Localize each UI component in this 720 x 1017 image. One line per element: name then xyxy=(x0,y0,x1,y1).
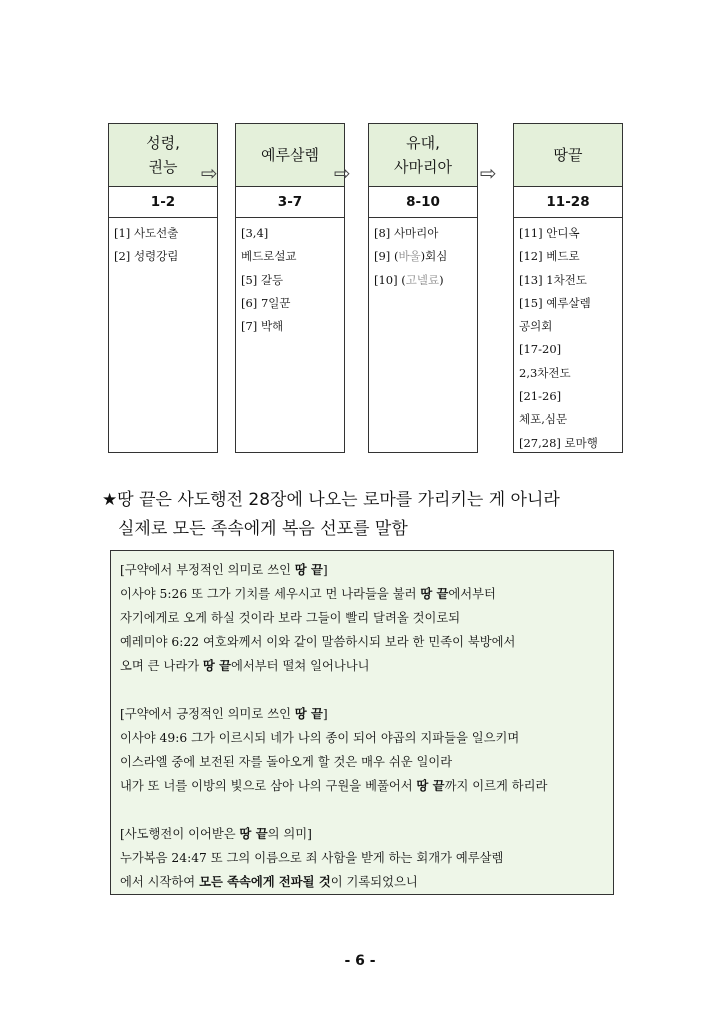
chapter-item: [8] 사마리아 xyxy=(374,226,439,240)
chapter-item: [27,28] 로마행 xyxy=(519,435,598,450)
chapter-item: 공의회 xyxy=(519,319,553,334)
emphasis-text: 모든 족속에게 전파될 것 xyxy=(199,874,331,889)
emphasis-text: 땅 끝 xyxy=(420,586,449,601)
chapter-item: [6] 7일꾼 xyxy=(241,295,291,310)
chapter-item: [13] 1차전도 xyxy=(519,272,587,287)
chapter-item-person: 바울 xyxy=(398,249,421,264)
stage-title: 유대, xyxy=(406,134,440,152)
chapter-list xyxy=(514,218,622,455)
chapter-item xyxy=(374,245,477,268)
summary-note xyxy=(102,486,560,544)
scripture-line xyxy=(120,870,605,894)
text-run: 까지 이르게 하리라 xyxy=(444,779,548,793)
chapter-item-suffix: ) xyxy=(439,272,444,287)
chapter-list xyxy=(236,218,344,338)
text-run: 내가 또 너를 이방의 빛으로 삼아 나의 구원을 베풀어서 xyxy=(120,779,417,793)
chapter-item: [17-20] xyxy=(519,342,562,357)
chapter-range: 11-28 xyxy=(514,187,622,218)
text-run: [구약에서 긍정적인 의미로 쓰인 xyxy=(120,707,295,721)
stage-column xyxy=(235,123,345,453)
emphasis-text: 땅 끝 xyxy=(294,562,323,577)
chapter-range: 3-7 xyxy=(236,187,344,218)
right-arrow-icon: ⇨ xyxy=(480,161,497,185)
scripture-line xyxy=(120,606,605,630)
text-run: 오며 큰 나라가 xyxy=(120,659,203,673)
text-run: 이사야 5:26 또 그가 기치를 세우시고 먼 나라들을 불러 xyxy=(120,587,421,601)
summary-note-line-1: ★땅 끝은 사도행전 28장에 나오는 로마를 가리키는 게 아니라 xyxy=(102,490,560,510)
section-spacer xyxy=(120,798,605,822)
stage-header xyxy=(514,124,622,187)
text-run: ] xyxy=(322,707,328,721)
page-number: - 6 - xyxy=(344,953,376,969)
chapter-item: [5] 갈등 xyxy=(241,272,284,287)
stage-column xyxy=(513,123,623,453)
chapter-item-prefix: [9] ( xyxy=(374,249,399,264)
chapter-list xyxy=(369,218,477,292)
chapter-range: 8-10 xyxy=(369,187,477,218)
chapter-item: [1] 사도선출 xyxy=(114,226,179,240)
section-heading xyxy=(120,558,605,582)
chapter-item: [3,4] xyxy=(241,226,269,240)
text-run: 이스라엘 중에 보전된 자를 돌아오게 할 것은 매우 쉬운 일이라 xyxy=(120,755,453,769)
text-run: 에서부터 xyxy=(448,587,496,601)
text-run: 에서 시작하여 xyxy=(120,875,200,889)
section-heading xyxy=(120,822,605,846)
right-arrow-icon: ⇨ xyxy=(334,161,351,185)
chapter-item: [11] 안디옥 xyxy=(519,226,580,240)
text-run: 의 의미] xyxy=(267,827,312,841)
text-run: 에서부터 떨쳐 일어나나니 xyxy=(231,659,370,673)
text-run: [구약에서 부정적인 의미로 쓰인 xyxy=(120,563,295,577)
chapter-item: [12] 베드로 xyxy=(519,249,580,264)
summary-note-line-2: 실제로 모든 족속에게 복음 선포를 말함 xyxy=(118,519,408,539)
scripture-line xyxy=(120,582,605,606)
chapter-item: 체포,심문 xyxy=(519,412,568,427)
stage-title: 예루살렘 xyxy=(261,146,319,164)
scripture-box xyxy=(110,550,614,895)
scripture-line xyxy=(120,630,605,654)
chapter-item: [15] 예루살렘 xyxy=(519,295,591,310)
emphasis-text: 땅 끝 xyxy=(203,658,232,673)
emphasis-text: 땅 끝 xyxy=(239,826,268,841)
scripture-line xyxy=(120,774,605,798)
scripture-line xyxy=(120,750,605,774)
section-heading xyxy=(120,702,605,726)
stage-title: 땅끝 xyxy=(553,146,583,164)
stage-header xyxy=(369,124,477,187)
text-run: 누가복음 24:47 또 그의 이름으로 죄 사함을 받게 하는 회개가 예루살렘 xyxy=(120,851,504,865)
chapter-item-suffix: )회심 xyxy=(420,249,448,264)
stage-title: 성령, xyxy=(146,134,180,152)
chapter-item: 베드로설교 xyxy=(241,249,297,264)
chapter-item: [2] 성령강림 xyxy=(114,249,179,264)
scripture-line xyxy=(120,846,605,870)
stage-column xyxy=(368,123,478,453)
chapter-item: [7] 박해 xyxy=(241,319,284,334)
chapter-item-person: 고넬료 xyxy=(405,272,440,287)
stage-title: 사마리아 xyxy=(394,158,452,176)
stage-header xyxy=(236,124,344,187)
text-run: 자기에게로 오게 하실 것이라 보라 그들이 빨리 달려올 것이로되 xyxy=(120,611,461,625)
text-run: ] xyxy=(322,563,328,577)
text-run: [사도행전이 이어받은 xyxy=(120,827,240,841)
chapter-item: [21-26] xyxy=(519,389,562,404)
section-spacer xyxy=(120,678,605,702)
right-arrow-icon: ⇨ xyxy=(201,161,218,185)
scripture-line xyxy=(120,654,605,678)
chapter-item: 2,3차전도 xyxy=(519,365,571,380)
text-run: 이 기록되었으니 xyxy=(330,875,418,889)
chapter-range: 1-2 xyxy=(109,187,217,218)
emphasis-text: 땅 끝 xyxy=(294,706,323,721)
text-run: 예레미야 6:22 여호와께서 이와 같이 말씀하시되 보라 한 민족이 북방에서 xyxy=(120,635,516,649)
chapter-item-prefix: [10] ( xyxy=(374,272,406,287)
stage-title: 권능 xyxy=(148,158,178,176)
chapter-item xyxy=(374,269,477,292)
chapter-list xyxy=(109,218,217,269)
scripture-line xyxy=(120,726,605,750)
emphasis-text: 땅 끝 xyxy=(416,778,445,793)
text-run: 이사야 49:6 그가 이르시되 네가 나의 종이 되어 야곱의 지파들을 일으키며 xyxy=(120,731,520,745)
